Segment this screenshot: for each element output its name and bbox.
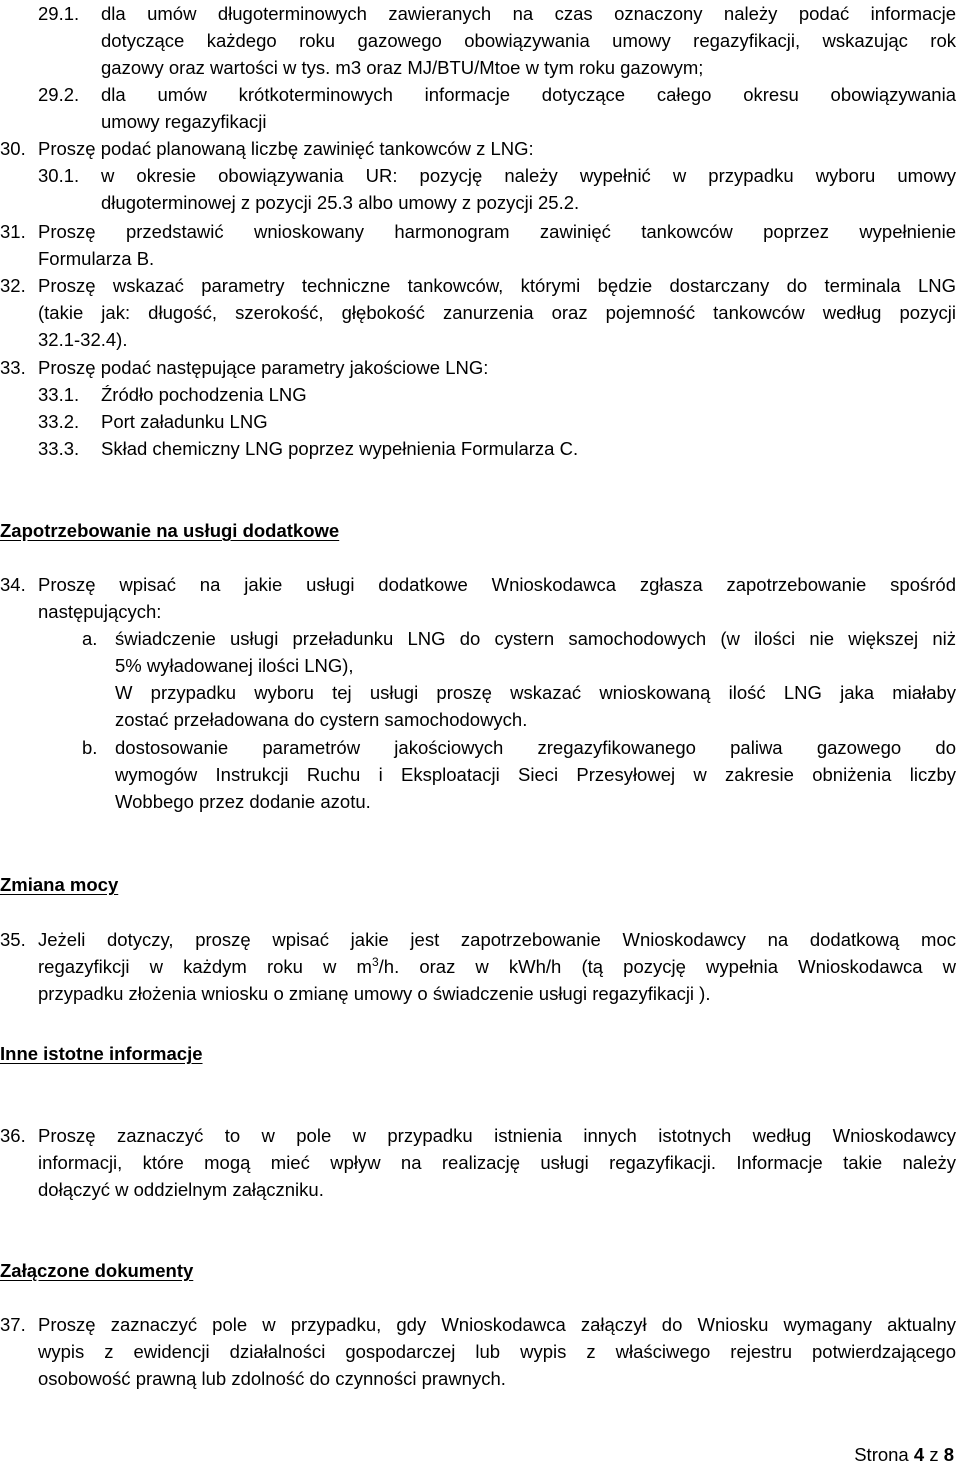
text-line: (takie jak: długość, szerokość, głębokość zanurzenia oraz pojemność tankowców według pozycji xyxy=(38,302,956,323)
text-line: Proszę zaznaczyć to w pole w przypadku istnienia innych istotnych według Wnioskodawcy xyxy=(38,1125,956,1146)
text-line: dla umów długoterminowych zawieranych na czas oznaczony należy podać informacje xyxy=(101,3,956,24)
text-line: Formularza B. xyxy=(38,248,155,269)
text-line: w okresie obowiązywania UR: pozycję należy wypełnić w przypadku wyboru umowy xyxy=(101,165,956,186)
text-line: Wobbego przez dodanie azotu. xyxy=(115,791,371,812)
text-line: zostać przeładowana do cystern samochodowych. xyxy=(115,709,528,730)
text-line: dotyczące każdego roku gazowego obowiązywania umowy regazyfikacji, wskazując rok xyxy=(101,30,956,51)
item-text: Skład chemiczny LNG poprzez wypełnienia Formularza C. xyxy=(101,438,579,459)
item-number: 35. xyxy=(0,929,26,950)
item-text: Port załadunku LNG xyxy=(101,411,268,432)
item-text xyxy=(101,162,956,216)
text-line: Proszę wpisać na jakie usługi dodatkowe Wnioskodawca zgłasza zapotrzebowanie spośród xyxy=(38,574,956,595)
text-line: następujących: xyxy=(38,601,162,622)
item-text xyxy=(115,625,956,733)
text-line: osobowość prawną lub zdolność do czynności prawnych. xyxy=(38,1368,506,1389)
page-separator: z xyxy=(929,1444,939,1465)
item-text xyxy=(38,1311,956,1392)
text-line: przypadku złożenia wniosku o zmianę umowy o świadczenie usługi regazyfikacji ). xyxy=(38,983,711,1004)
text-line: wypis z ewidencji działalności gospodarczej lub wypis z właściwego rejestru potwierdzającego xyxy=(38,1341,956,1362)
text-line: świadczenie usługi przeładunku LNG do cystern samochodowych (w ilości nie większej niż xyxy=(115,628,956,649)
item-text: Proszę podać następujące parametry jakościowe LNG: xyxy=(38,357,489,378)
item-number: 29.1. xyxy=(38,3,80,24)
section-heading-power: Zmiana mocy xyxy=(0,874,119,895)
section-heading-other: Inne istotne informacje xyxy=(0,1043,203,1064)
text-line: umowy regazyfikacji xyxy=(101,111,267,132)
text-line: Proszę wskazać parametry techniczne tankowców, którymi będzie dostarczany do terminala LNG xyxy=(38,275,956,296)
text-line: informacji, które mogą mieć wpływ na realizację usługi regazyfikacji. Informacje takie należy xyxy=(38,1152,956,1173)
item-text xyxy=(38,926,956,1007)
item-text xyxy=(101,0,956,81)
item-number: 36. xyxy=(0,1125,26,1146)
page-total: 8 xyxy=(943,1444,954,1465)
text-line: wymogów Instrukcji Ruchu i Eksploatacji Sieci Przesyłowej w zakresie obniżenia liczby xyxy=(115,764,956,785)
text-line xyxy=(38,953,956,980)
item-text xyxy=(101,81,956,135)
item-number: 34. xyxy=(0,574,26,595)
item-number: 33.3. xyxy=(38,438,80,459)
section-heading-services: Zapotrzebowanie na usługi dodatkowe xyxy=(0,520,340,541)
item-text xyxy=(38,272,956,353)
text-line: gazowy oraz wartości w tys. m3 oraz MJ/BTU/Mtoe w tym roku gazowym; xyxy=(101,57,704,78)
item-number: 33.2. xyxy=(38,411,80,432)
text-line: 32.1-32.4). xyxy=(38,329,128,350)
item-number: 30. xyxy=(0,138,26,159)
item-number: 29.2. xyxy=(38,84,80,105)
text-line: Jeżeli dotyczy, proszę wpisać jakie jest zapotrzebowanie Wnioskodawcy na dodatkową moc xyxy=(38,929,956,950)
page-number: 4 xyxy=(913,1444,925,1465)
item-number: 33.1. xyxy=(38,384,80,405)
text-line: Proszę przedstawić wnioskowany harmonogram zawinięć tankowców poprzez wypełnienie xyxy=(38,221,956,242)
text-line: długoterminowej z pozycji 25.3 albo umowy z pozycji 25.2. xyxy=(101,192,580,213)
item-number: 30.1. xyxy=(38,165,80,186)
item-text: Źródło pochodzenia LNG xyxy=(101,384,307,405)
item-number: 37. xyxy=(0,1314,26,1335)
text-fragment: /h. oraz w kWh/h (tą pozycję wypełnia Wnioskodawca w xyxy=(378,956,956,977)
superscript: 3 xyxy=(371,954,379,969)
text-line: 5% wyładowanej ilości LNG), xyxy=(115,655,354,676)
page-label: Strona xyxy=(854,1444,909,1465)
item-text xyxy=(115,734,956,815)
item-text xyxy=(38,1122,956,1203)
text-line: dołączyć w oddzielnym załączniku. xyxy=(38,1179,324,1200)
item-number: 32. xyxy=(0,275,26,296)
text-line: W przypadku wyboru tej usługi proszę wskazać wnioskowaną ilość LNG jaka miałaby xyxy=(115,682,956,703)
item-text: Proszę podać planowaną liczbę zawinięć tankowców z LNG: xyxy=(38,138,534,159)
text-line: dla umów krótkoterminowych informacje dotyczące całego okresu obowiązywania xyxy=(101,84,956,105)
item-number: 31. xyxy=(0,221,26,242)
item-number: 33. xyxy=(0,357,26,378)
page-footer xyxy=(854,1441,954,1468)
section-heading-attachments: Załączone dokumenty xyxy=(0,1260,194,1281)
item-label: a. xyxy=(82,628,98,649)
text-fragment: regazyfikcji w każdym roku w m xyxy=(38,956,372,977)
text-line: dostosowanie parametrów jakościowych zregazyfikowanego paliwa gazowego do xyxy=(115,737,956,758)
item-text xyxy=(38,571,956,625)
item-text xyxy=(38,218,956,272)
text-line: Proszę zaznaczyć pole w przypadku, gdy Wnioskodawca załączył do Wniosku wymagany aktualny xyxy=(38,1314,956,1335)
item-label: b. xyxy=(82,737,98,758)
